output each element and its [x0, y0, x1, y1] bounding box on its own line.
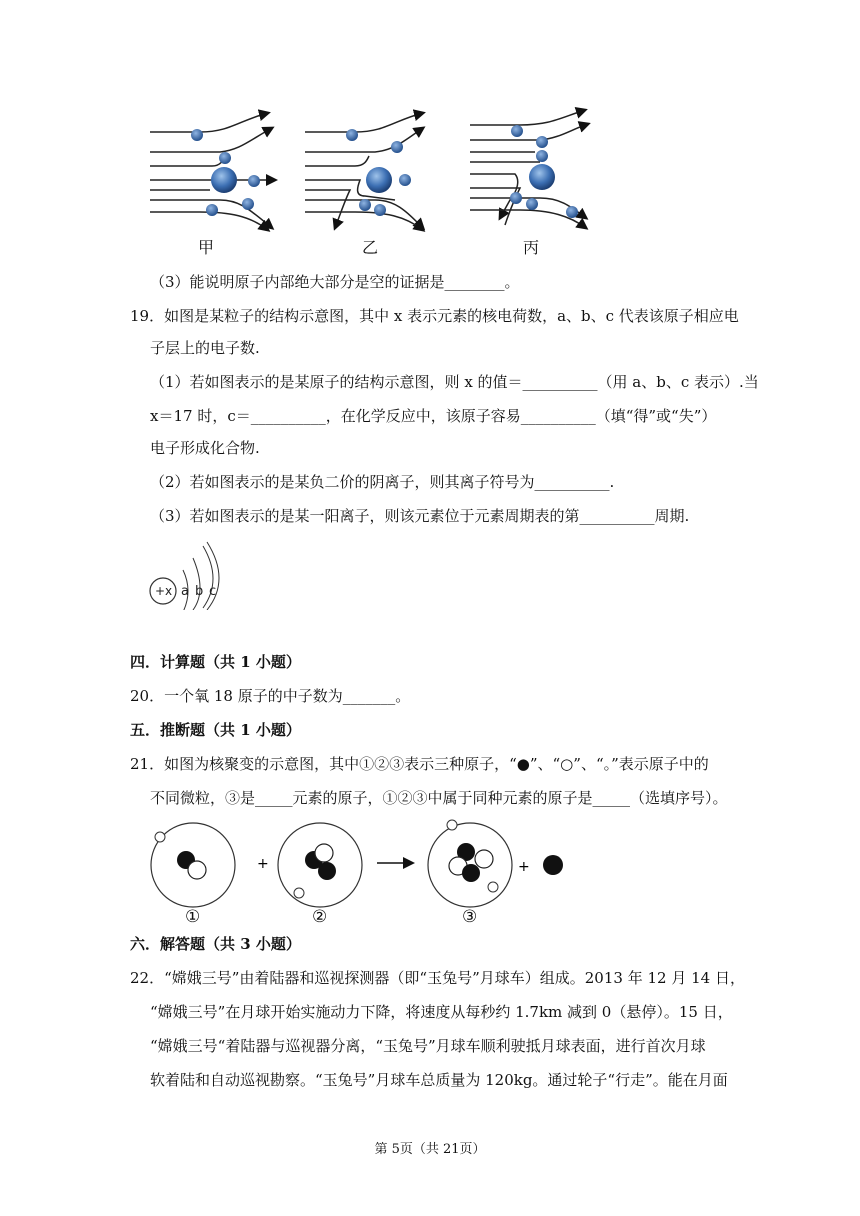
q22-line2: “嫦娥三号”在月球开始实施动力下降，将速度从每秒约 1.7km 减到 0（悬停）。15 日，: [150, 1003, 733, 1021]
q21-line2: 不同微粒，③是_____元素的原子，①②③中属于同种元素的原子是_____（选填序号）。: [150, 789, 728, 807]
section4-title: 四．计算题（共 1 小题）: [130, 653, 301, 671]
scattering-panel-bing: [470, 110, 588, 228]
q19-line6: （2）若如图表示的是某负二价的阴离子，则其离子符号为__________.: [150, 473, 615, 491]
figure-label-bing: 丙: [523, 238, 540, 257]
fusion-figure: [140, 815, 580, 925]
alpha-scattering-figure: [140, 100, 610, 240]
figure-label-yi: 乙: [362, 238, 379, 257]
q22-line1: 22．“嫦娥三号”由着陆器和巡视探测器（即“玉兔号”月球车）组成。2013 年 12 月 14 日，: [130, 969, 745, 987]
q21-line1: 21．如图为核聚变的示意图，其中①②③表示三种原子，“●”、“○”、“。”表示原子中的: [130, 755, 709, 773]
plus-sign-2: +: [518, 859, 530, 875]
q20-text: 20．一个氧 18 原子的中子数为_______。: [130, 687, 411, 705]
shell-a-label: a: [181, 584, 189, 599]
q19-line7: （3）若如图表示的是某一阳离子，则该元素位于元素周期表的第__________周期.: [150, 507, 690, 525]
shell-b-label: b: [195, 584, 204, 599]
free-particle: [543, 855, 563, 875]
q18-part3: （3）能说明原子内部绝大部分是空的证据是________。: [150, 273, 520, 291]
page-footer: 第 5页（共 21页）: [374, 1142, 486, 1157]
atom-label-1: ①: [185, 907, 201, 927]
atom-2: [278, 823, 362, 907]
figure-label-jia: 甲: [198, 238, 215, 257]
plus-sign-1: +: [257, 856, 269, 872]
scattering-panel-jia: [150, 113, 275, 230]
q22-line4: 软着陆和自动巡视勘察。“玉兔号”月球车总质量为 120kg。通过轮子“行走”。能在月面: [150, 1071, 728, 1089]
atom-label-3: ③: [462, 907, 478, 927]
atom-nucleus-label: +x: [155, 584, 173, 598]
section6-title: 六．解答题（共 3 小题）: [130, 935, 301, 953]
atom-structure-diagram: [145, 540, 235, 610]
q19-line1: 19．如图是某粒子的结构示意图，其中 x 表示元素的核电荷数，a、b、c 代表该原子相应电: [130, 307, 739, 325]
atom-1: [151, 823, 235, 907]
section5-title: 五．推断题（共 1 小题）: [130, 721, 301, 739]
atom-label-2: ②: [312, 907, 328, 927]
q19-line5: 电子形成化合物.: [150, 439, 260, 457]
scattering-panel-yi: [305, 113, 423, 230]
q22-line3: “嫦娥三号“着陆器与巡视器分离，“玉兔号”月球车顺利驶抵月球表面，进行首次月球: [150, 1037, 706, 1055]
atom-3: [428, 820, 512, 907]
q19-line4: x＝17 时，c＝__________，在化学反应中，该原子容易__________（填“得”或“失”）: [150, 407, 717, 425]
q19-line3: （1）若如图表示的是某原子的结构示意图，则 x 的值＝__________（用 a、b、c 表示）.当: [150, 373, 759, 391]
q19-line2: 子层上的电子数.: [150, 339, 260, 357]
shell-c-label: c: [209, 584, 217, 599]
